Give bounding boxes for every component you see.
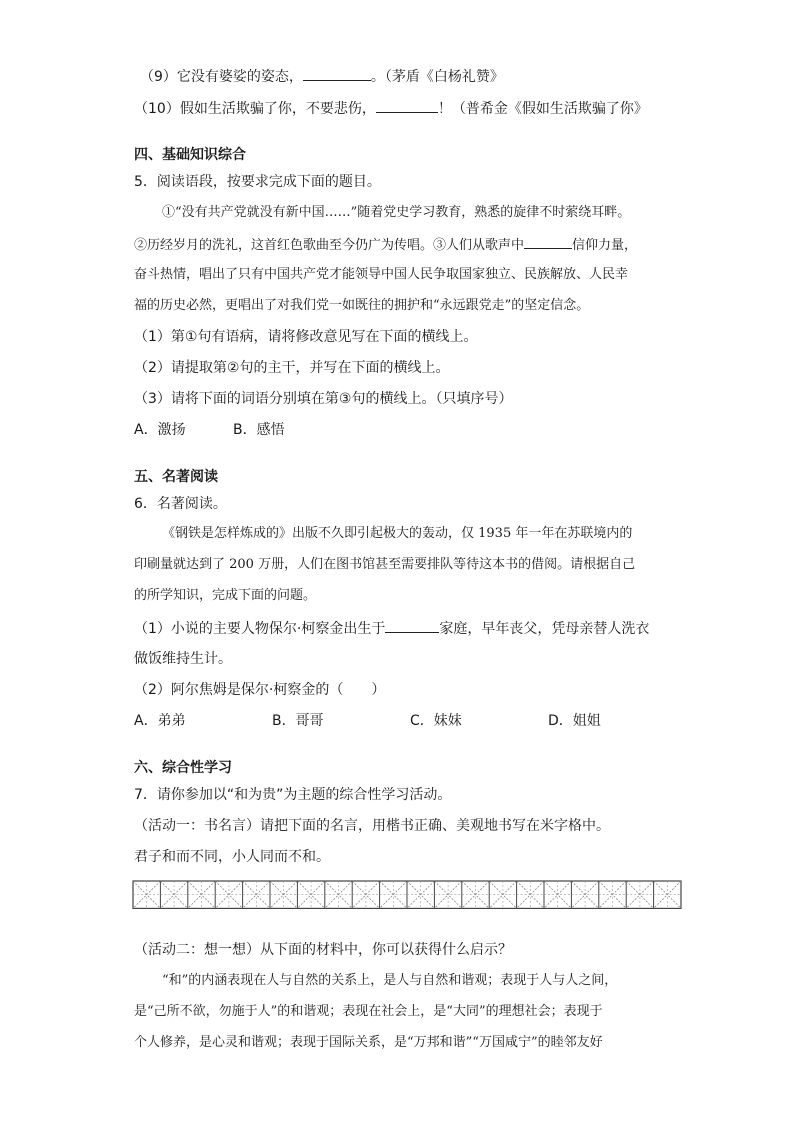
- grid-cell[interactable]: [599, 881, 626, 908]
- q6-subquestion-1: [134, 619, 649, 638]
- q5-option-b[interactable]: B．感悟: [233, 422, 285, 438]
- q10-text-before: （10）假如生活欺骗了你，不要悲伤，: [134, 101, 376, 117]
- grid-cell[interactable]: [434, 881, 461, 908]
- q6-sub1-text-before: （1）小说的主要人物保尔·柯察金出生于: [134, 621, 386, 637]
- q10-text-after: ！（普希金《假如生活欺骗了你》: [437, 101, 648, 117]
- q10-answer-blank[interactable]: [376, 99, 438, 113]
- grid-cell[interactable]: [544, 881, 571, 908]
- grid-cell[interactable]: [489, 881, 516, 908]
- grid-cell[interactable]: [243, 881, 270, 908]
- mi-character-writing-grid[interactable]: [132, 880, 682, 918]
- q9-text-before: （9）它没有婆娑的姿态，: [140, 69, 303, 85]
- grid-cell[interactable]: [626, 881, 653, 908]
- q6-passage-line-2: 印刷量就达到了 200 万册，人们在图书馆甚至需要排队等待这本书的借阅。请根据自己: [134, 557, 636, 572]
- q9-answer-blank[interactable]: [303, 67, 371, 81]
- q5-passage-line-2: [134, 235, 637, 255]
- question-9-line: [140, 67, 504, 86]
- q6-stem: 6．名著阅读。: [134, 496, 227, 512]
- q5-stem: 5．阅读语段，按要求完成下面的题目。: [134, 174, 381, 190]
- q7-quote: 君子和而不同，小人同而不和。: [134, 849, 330, 865]
- section-5-title: 五、名著阅读: [134, 469, 218, 485]
- grid-cell[interactable]: [160, 881, 187, 908]
- q6-passage-line-1: 《钢铁是怎样炼成的》出版不久即引起极大的轰动，仅 1935 年一年在苏联境内的: [162, 526, 633, 541]
- q5-passage-line-3: 奋斗热情，唱出了只有中国共产党才能领导中国人民争取国家独立、民族解放、人民幸: [134, 267, 629, 282]
- grid-cell[interactable]: [654, 881, 681, 908]
- grid-cell[interactable]: [297, 881, 324, 908]
- q5-passage-blank[interactable]: [524, 235, 572, 249]
- q7-activity-2: （活动二：想一想）从下面的材料中，你可以获得什么启示？: [134, 942, 512, 958]
- q6-option-d[interactable]: D．姐姐: [548, 713, 601, 729]
- grid-cell[interactable]: [571, 881, 598, 908]
- q6-subquestion-1-cont: 做饭维持生计。: [134, 651, 232, 667]
- q6-subquestion-2: （2）阿尔焦姆是保尔·柯察金的（ ）: [134, 682, 386, 698]
- q7-material-line-2: 是“己所不欲，勿施于人”的和谐观；表现在社会上，是“大同”的理想社会；表现于: [134, 1004, 603, 1019]
- section-4-title: 四、基础知识综合: [134, 147, 246, 163]
- grid-cell[interactable]: [325, 881, 352, 908]
- q5-passage-line-4: 福的历史必然，更唱出了对我们党一如既往的拥护和“永远跟党走”的坚定信念。: [134, 298, 590, 313]
- q6-option-a[interactable]: A．弟弟: [134, 713, 186, 729]
- q5-option-a[interactable]: A．激扬: [134, 422, 186, 438]
- section-6-title: 六、综合性学习: [134, 760, 232, 776]
- grid-cell[interactable]: [133, 881, 160, 908]
- question-10-line: [134, 99, 648, 118]
- q5-subquestion-2: （2）请提取第②句的主干，并写在下面的横线上。: [134, 360, 450, 376]
- q6-option-c[interactable]: C．妹妹: [410, 713, 462, 729]
- q5-subquestion-3: （3）请将下面的词语分别填在第③句的横线上。（只填序号）: [134, 391, 513, 407]
- grid-cell[interactable]: [517, 881, 544, 908]
- q7-activity-1: （活动一：书名言）请把下面的名言，用楷书正确、美观地书写在米字格中。: [134, 818, 610, 834]
- q7-stem: 7．请你参加以“和为贵”为主题的综合性学习活动。: [134, 787, 452, 803]
- grid-cell[interactable]: [215, 881, 242, 908]
- q9-text-after: 。（茅盾《白杨礼赞》: [370, 69, 504, 85]
- q6-option-b[interactable]: B．哥哥: [272, 713, 324, 729]
- grid-cell[interactable]: [407, 881, 434, 908]
- grid-cell[interactable]: [270, 881, 297, 908]
- q5-passage-line-2-b: 信仰力量，: [572, 238, 638, 253]
- q5-passage-line-1: ①“没有共产党就没有新中国……”随着党史学习教育，熟悉的旋律不时萦绕耳畔。: [162, 205, 631, 220]
- grid-cell[interactable]: [462, 881, 489, 908]
- q6-passage-line-3: 的所学知识，完成下面的问题。: [134, 588, 317, 603]
- q6-answer-blank[interactable]: [385, 619, 439, 633]
- grid-cell[interactable]: [188, 881, 215, 908]
- q7-material-line-1: “和”的内涵表现在人与自然的关系上，是人与自然和谐观；表现于人与人之间，: [162, 973, 618, 988]
- q6-sub1-text-after: 家庭，早年丧父，凭母亲替人洗衣: [439, 621, 650, 637]
- q5-passage-line-2-a: ②历经岁月的洗礼，这首红色歌曲至今仍广为传唱。③人们从歌声中: [134, 238, 525, 253]
- grid-cell[interactable]: [380, 881, 407, 908]
- q5-subquestion-1: （1）第①句有语病，请将修改意见写在下面的横线上。: [134, 329, 478, 345]
- grid-cell[interactable]: [352, 881, 379, 908]
- q7-material-line-3: 个人修养，是心灵和谐观；表现于国际关系，是“万邦和谐”“万国咸宁”的睦邻友好: [134, 1035, 603, 1050]
